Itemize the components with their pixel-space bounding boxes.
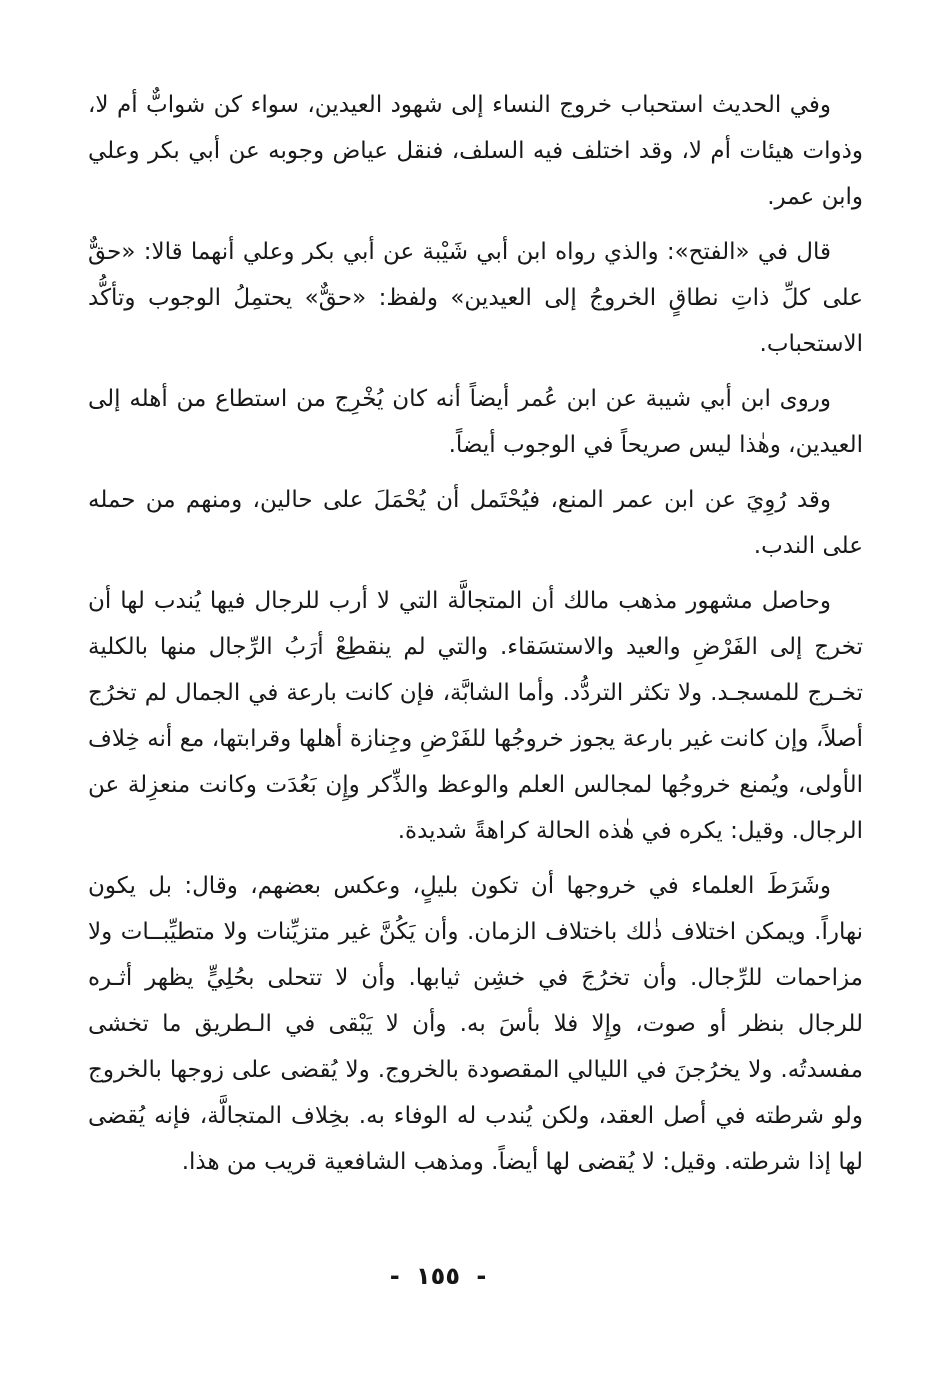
page-number: - ١٥٥ - [389,1262,487,1290]
text-block [88,82,863,1194]
paragraph-6: وشَرَطَ العلماء في خروجها أن تكون بليلٍ، وعكس بعضهم، وقال: بل يكون نهاراً. ويمكن اختلاف ذٰلك باختلاف الزمان. وأن يَكُنَّ غير متزيِّنات ولا متطيِّبــات ولا مزاحمات للرِّجال. وأن تخرُجَ في خشِن ثيابها. وأن لا تتحلى بحُلِيٍّ يظهر أثـره للرجال بنظر أو صوت، وإِلا فلا بأسَ به. وأن لا يَبْقى في الـطريق ما تخشى مفسدتُه. ولا يخرُجنَ في الليالي المقصودة بالخروج. ولا يُقضى على زوجها بالخروج ولو شرطته في أصل العقد، ولكن يُندب له الوفاء به. بخِلاف المتجالَّة، فإنه يُقضى لها إذا شرطته. وقيل: لا يُقضى لها أيضاً. ومذهب الشافعية قريب من هذا. [88,873,863,1175]
paragraph-5: وحاصل مشهور مذهب مالك أن المتجالَّة التي لا أرب للرجال فيها يُندب لها أن تخرج إلى الفَرْضِ والعيد والاستسَقاء. والتي لم ينقطِعْ أرَبُ الرِّجال منها بالكلية تخـرج للمسجـد. ولا تكثر التردُّد. وأما الشابَّة، فإن كانت بارعة في الجمال لم تخرُج أصلاً، وإن كانت غير بارعة يجوز خروجُها للفَرْضِ وجِنازة أهلها وقرابتها، مع أنه خِلاف الأولى، ويُمنع خروجُها لمجالس العلم والوعظ والذِّكر وإِن بَعُدَت وكانت منعزِلة عن الرجال. وقيل: يكره في هٰذه الحالة كراهةً شديدة. [88,588,863,844]
paragraph-3: وروى ابن أبي شيبة عن ابن عُمر أيضاً أنه كان يُخْرِج من استطاع من أهله إلى العيدين، وهٰذا ليس صريحاً في الوجوب أيضاً. [88,386,863,458]
paragraph-4: وقد رُوِيَ عن ابن عمر المنع، فيُحْتَمل أن يُحْمَلَ على حالين، ومنهم من حمله على الندب. [88,487,863,559]
paragraph-1: وفي الحديث استحباب خروج النساء إلى شهود العيدين، سواء كن شوابٌّ أم لا، وذوات هيئات أم لا، وقد اختلف فيه السلف، فنقل عياض وجوبه عن أبي بكر وعلي وابن عمر. [88,92,863,210]
paragraph-2: قال في «الفتح»: والذي رواه ابن أبي شَيْبة عن أبي بكر وعلي أنهما قالا: «حقٌّ على كلِّ ذاتِ نطاقٍ الخروجُ إلى العيدين» ولفظ: «حقٌّ» يحتمِلُ الوجوب وتأكُّد الاستحباب. [88,239,863,357]
